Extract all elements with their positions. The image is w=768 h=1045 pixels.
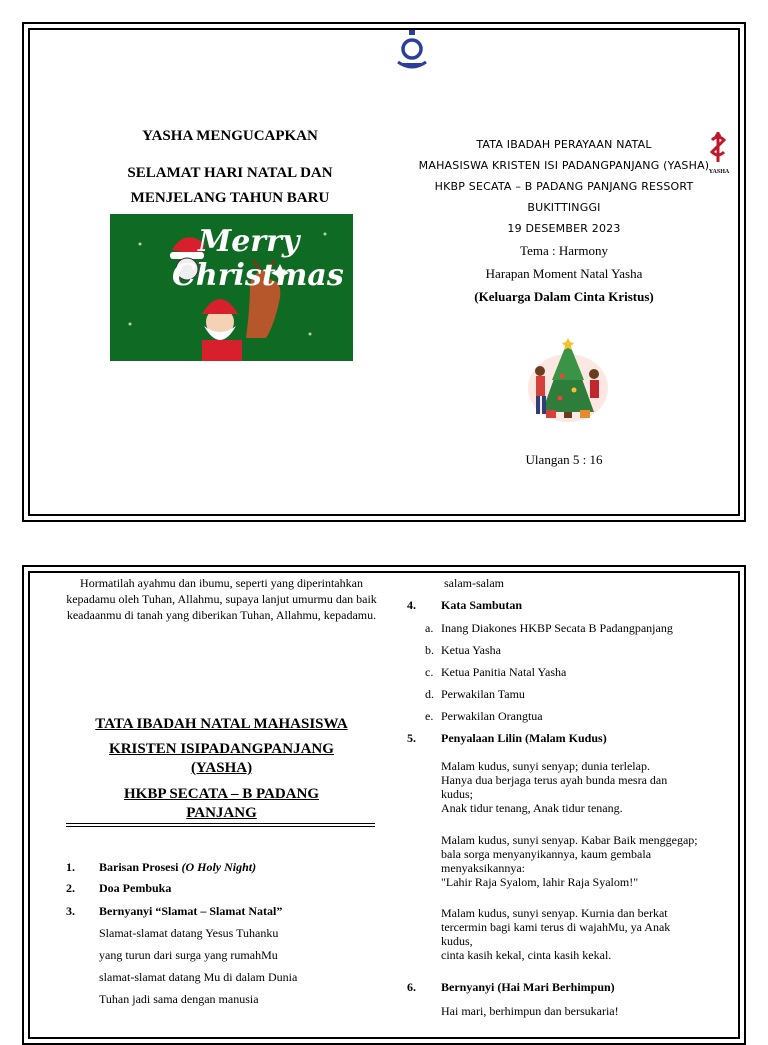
family-christmas-tree-icon [522, 336, 614, 424]
verse1-line-3: kudus; [441, 787, 474, 801]
verse3-line-3: kudus, [441, 934, 473, 948]
item-1-number: 1. [66, 860, 75, 874]
service-title-line-1: TATA IBADAH NATAL MAHASISWA [95, 716, 348, 732]
verse3-line-4: cinta kasih kekal, cinta kasih kekal. [441, 948, 612, 962]
speaker-b: Ketua Yasha [441, 643, 501, 657]
verse2-line-3: menyaksikannya: [441, 861, 525, 875]
verse1-line-2: Hanya dua berjaga terus ayah bunda mesra dan [441, 773, 668, 787]
speaker-d: Perwakilan Tamu [441, 687, 525, 701]
event-church: HKBP SECATA – B PADANG PANJANG RESSORT [434, 180, 694, 193]
item-6-line: Hai mari, berhimpun dan bersukaria! [441, 1004, 619, 1018]
silent-night-verse-1 [441, 759, 667, 815]
item-1-label [99, 860, 256, 875]
speaker-e: Perwakilan Orangtua [441, 709, 543, 723]
bible-quote: Hormatilah ayahmu dan ibumu, seperti yang diperintahkan kepadamu oleh Tuhan, Allahmu, supaya lanjut umurmu dan baik keadaanmu di tanah yang diberikan Tuhan, Allahmu, kepadamu. [66, 576, 377, 622]
item-5-label: Penyalaan Lilin (Malam Kudus) [441, 731, 607, 745]
church-emblem-icon [394, 30, 430, 70]
page-cover [22, 22, 746, 522]
speaker-c-letter: c. [425, 665, 434, 679]
silent-night-verse-3 [441, 906, 670, 962]
service-title-line-4: HKBP SECATA – B PADANG [123, 786, 320, 802]
song3-line-4: Tuhan jadi sama dengan manusia [99, 992, 259, 1006]
item-3-number: 3. [66, 904, 75, 918]
item-5-number: 5. [407, 731, 416, 745]
speaker-d-letter: d. [425, 687, 434, 701]
greeting-line-1: YASHA MENGUCAPKAN [142, 128, 318, 144]
silent-night-verse-2 [441, 833, 698, 889]
speaker-a: Inang Diakones HKBP Secata B Padangpanjang [441, 621, 673, 635]
carry-over-text: salam-salam [444, 576, 504, 590]
christmas-text: Christmas [172, 258, 344, 293]
event-title-1: TATA IBADAH PERAYAAN NATAL [476, 138, 652, 151]
yasha-logo-icon [708, 132, 728, 168]
speaker-a-letter: a. [425, 621, 434, 635]
item-1-note: (O Holy Night) [181, 860, 257, 874]
item-2-number: 2. [66, 881, 75, 895]
song3-line-3: slamat-slamat datang Mu di dalam Dunia [99, 970, 298, 984]
song3-line-2: yang turun dari surga yang rumahMu [99, 948, 278, 962]
verse2-line-1: Malam kudus, sunyi senyap. Kabar Baik menggegap; [441, 833, 698, 847]
song3-line-1: Slamat-slamat datang Yesus Tuhanku [99, 926, 279, 940]
event-motto: (Keluarga Dalam Cinta Kristus) [474, 289, 654, 304]
verse1-line-4: Anak tidur tenang, Anak tidur tenang. [441, 801, 623, 815]
event-theme: Tema : Harmony [520, 243, 608, 258]
verse1-line-1: Malam kudus, sunyi senyap; dunia terlelap. [441, 759, 650, 773]
greeting-line-3: MENJELANG TAHUN BARU [130, 190, 330, 206]
service-title-line-5: PANJANG [186, 805, 257, 821]
item-6-number: 6. [407, 980, 416, 994]
item-4-number: 4. [407, 598, 416, 612]
item-2-label: Doa Pembuka [99, 881, 172, 895]
speaker-c: Ketua Panitia Natal Yasha [441, 665, 567, 679]
event-city: BUKITTINGGI [527, 201, 601, 214]
verse2-line-4: "Lahir Raja Syalom, lahir Raja Syalom!" [441, 875, 639, 889]
event-date: 19 DESEMBER 2023 [507, 222, 621, 235]
verse2-line-2: bala sorga menyanyikannya, kaum gembala [441, 847, 652, 861]
service-title-line-2: KRISTEN ISIPADANGPANJANG [109, 741, 334, 757]
yasha-logo-text: YASHA [708, 169, 730, 175]
bible-verse-ref: Ulangan 5 : 16 [525, 452, 603, 467]
item-6-label: Bernyanyi (Hai Mari Berhimpun) [441, 980, 615, 994]
event-hope: Harapan Moment Natal Yasha [485, 266, 643, 281]
item-1-title: Barisan Prosesi [99, 860, 182, 874]
verse3-line-2: tercermin bagi kami terus di wajahMu, ya Anak [441, 920, 671, 934]
title-divider [66, 823, 375, 827]
speaker-b-letter: b. [425, 643, 434, 657]
item-3-label: Bernyanyi “Slamat – Slamat Natal” [99, 904, 283, 918]
event-title-2: MAHASISWA KRISTEN ISI PADANGPANJANG (YASHA) [418, 159, 710, 172]
merry-christmas-image [110, 214, 353, 361]
verse3-line-1: Malam kudus, sunyi senyap. Kurnia dan berkat [441, 906, 668, 920]
item-4-label: Kata Sambutan [441, 598, 523, 612]
greeting-line-2: SELAMAT HARI NATAL DAN [127, 165, 333, 181]
merry-text: Merry [198, 224, 300, 259]
page-order-of-service [22, 565, 746, 1045]
service-title-line-3: (YASHA) [190, 760, 253, 776]
speaker-e-letter: e. [425, 709, 434, 723]
